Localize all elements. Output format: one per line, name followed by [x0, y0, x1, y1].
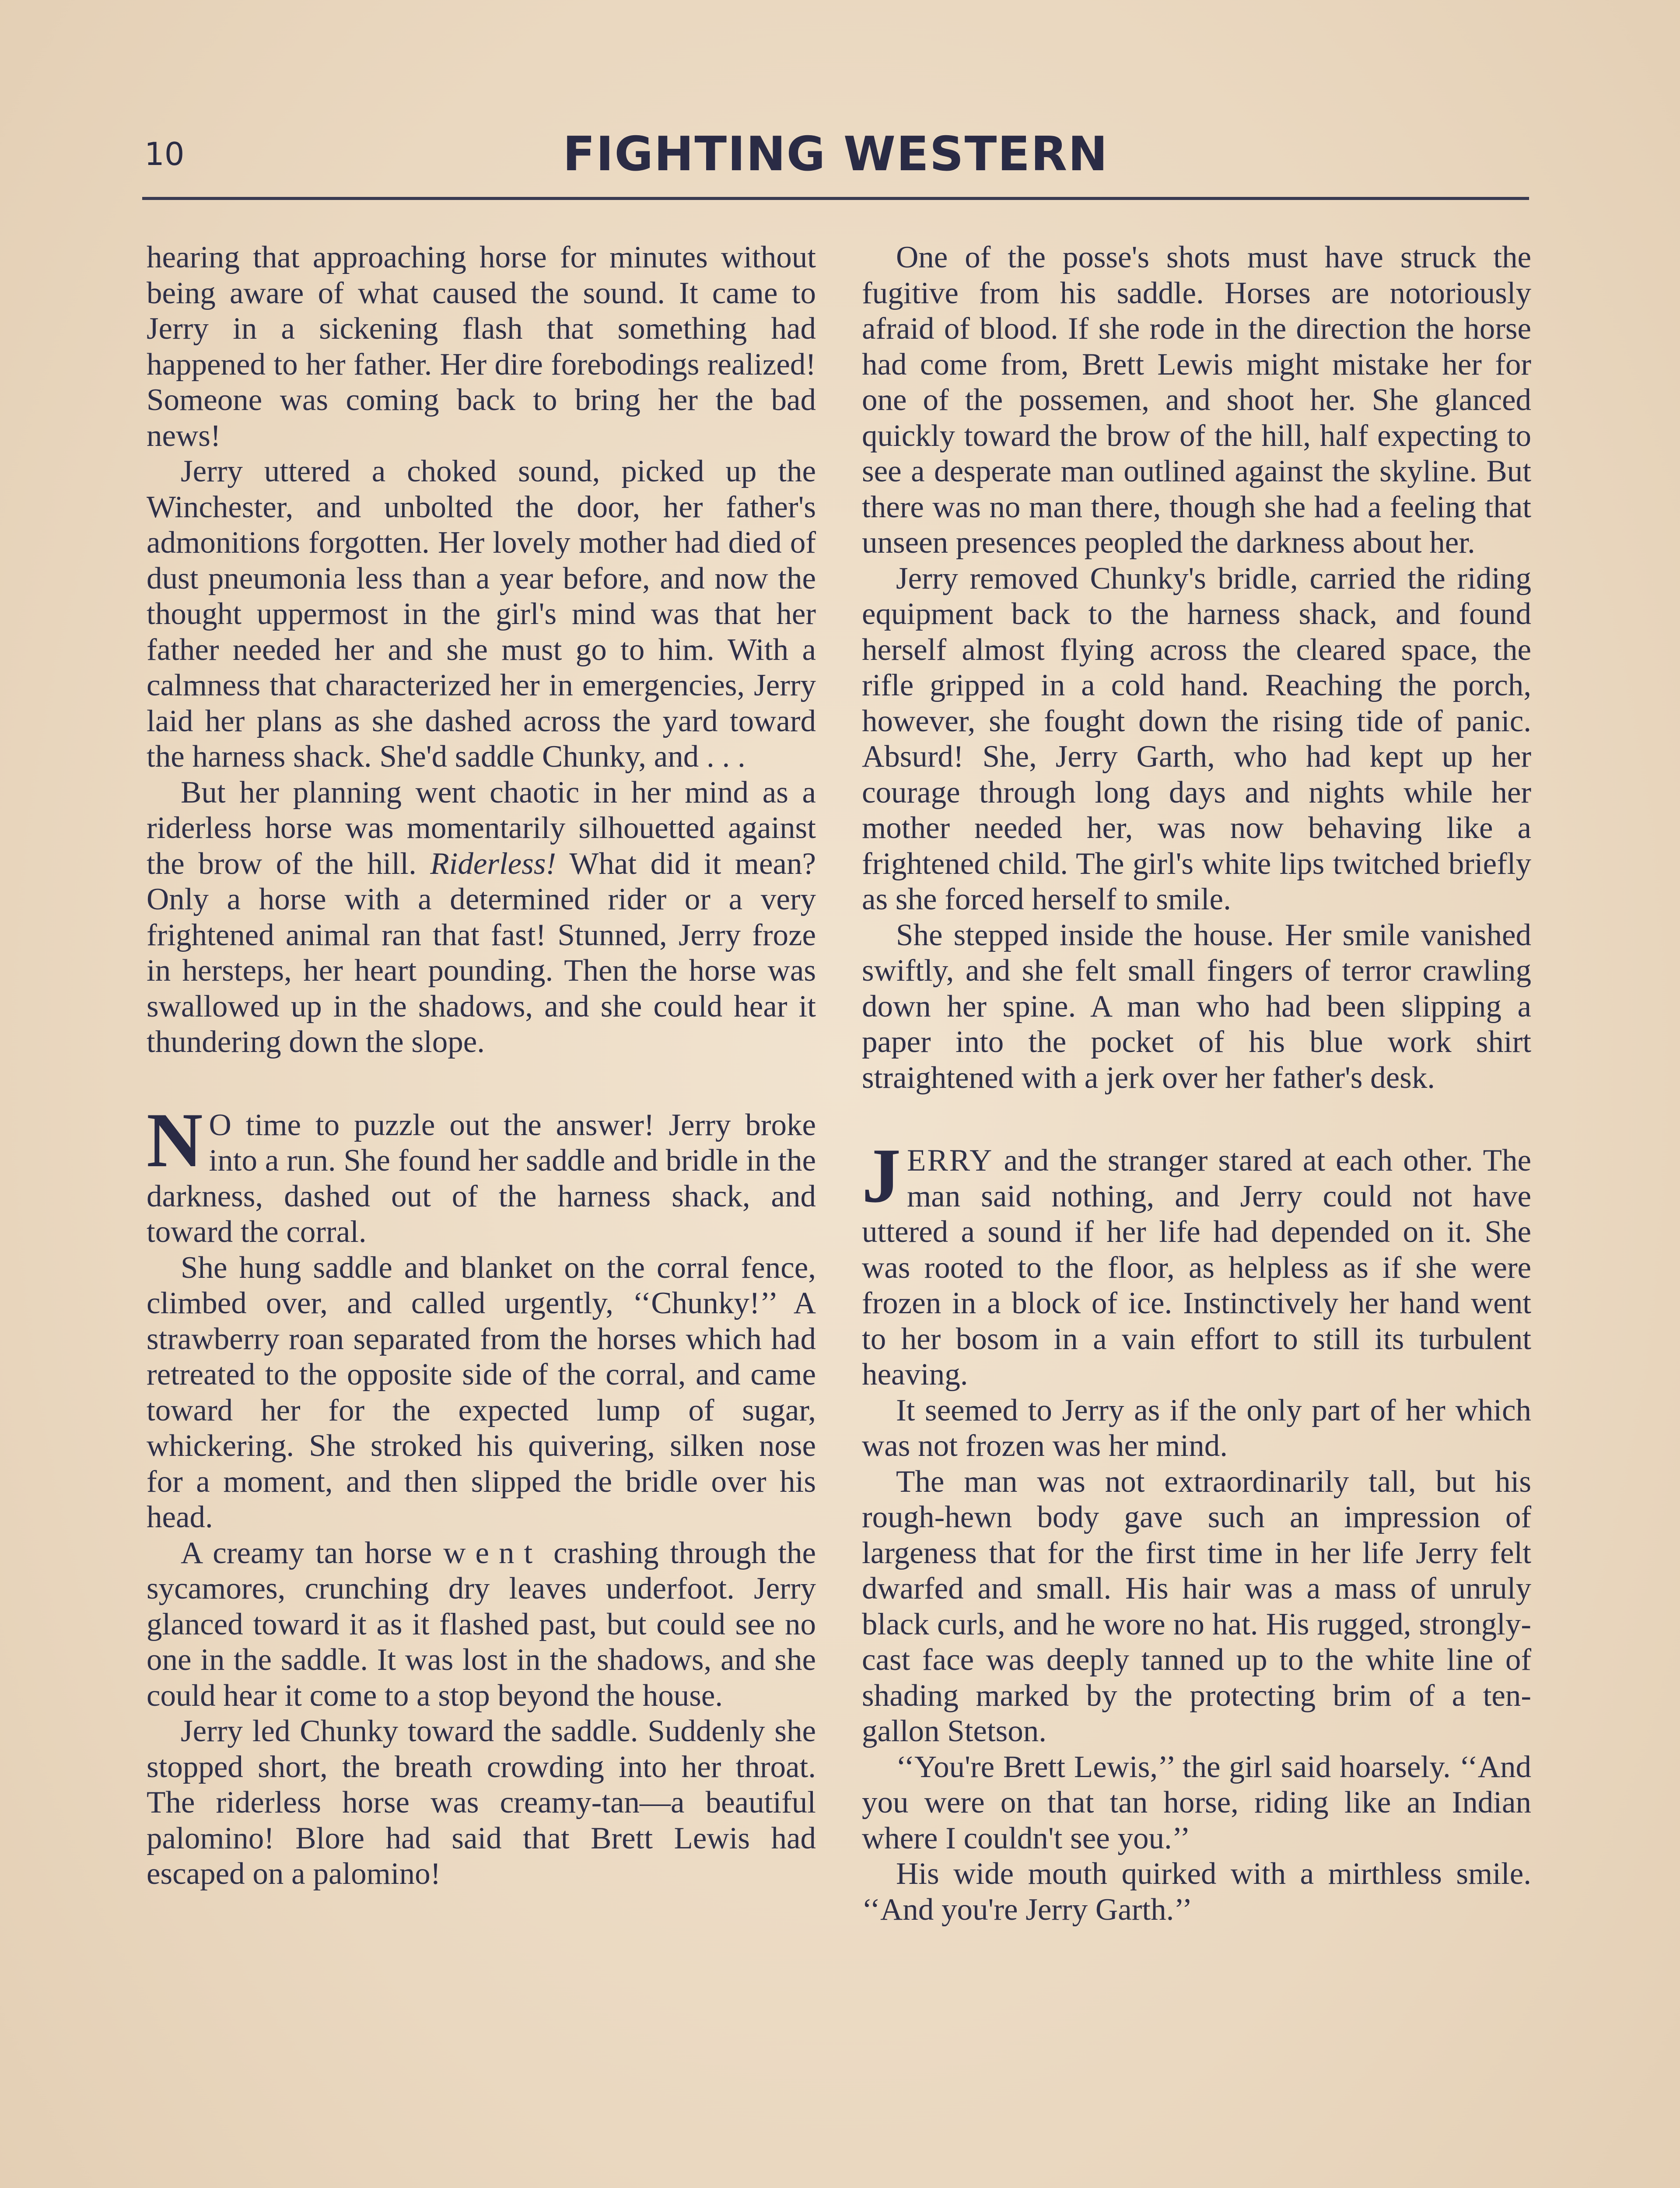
- paragraph: The man was not extraordinarily tall, but his rough-hewn body gave such an impression of largeness that for the first time in her life Jerry felt dwarfed and small. His hair was a mass of unruly black curls, and he wore no hat. His rugged, strongly-cast face was deeply tanned up to the white line of shading marked by the protecting brim of a ten-gallon Stetson.: [862, 1464, 1531, 1748]
- paragraph: She hung saddle and blanket on the corral fence, climbed over, and called urgently, ‘‘Chunky!’’ A strawberry roan separated from the horses which had retreated to the opposite side of the corral, and came toward her for the expected lump of sugar, whickering. She stroked his quivering, silken nose for a moment, and then slipped the bridle over his head.: [147, 1250, 816, 1534]
- paragraph: [147, 1536, 816, 1714]
- paragraph-text: and the stranger stared at each other. The man said nothing, and Jerry could not have uttered a sound if her life had depended on it. She was rooted to the floor, as helpless as if she were frozen in a block of ice. Instinctively her hand went to her bosom in a vain effort to still its turbulent heaving.: [862, 1143, 1531, 1392]
- header-rule: [142, 197, 1529, 200]
- page-header: [144, 127, 1527, 193]
- drop-cap: N: [147, 1096, 203, 1183]
- paragraph: hearing that approaching horse for minutes without being aware of what caused the sound. It came to Jerry in a sickening flash that something had happened to her father. Her dire forebodings realized! Someone was coming back to bring her the bad news!: [147, 240, 816, 453]
- right-column: [862, 240, 1531, 1928]
- paragraph-text: What did it mean? Only a horse with a determined rider or a very frightened animal ran that fast! Stunned, Jerry froze in hersteps, her heart pounding. Then the horse was swallowed up in the shadows, and she could hear it thundering down the slope.: [147, 846, 816, 1059]
- page-number: 10: [144, 136, 185, 172]
- paragraph-text: crashing through the sycamores, crunching dry leaves underfoot. Jerry glanced toward it as it flashed past, but could see no one in the saddle. It was lost in the shadows, and she could hear it come to a stop beyond the house.: [147, 1536, 816, 1713]
- paragraph: His wide mouth quirked with a mirthless smile. ‘‘And you're Jerry Garth.’’: [862, 1857, 1531, 1927]
- paragraph: Jerry removed Chunky's bridle, carried the riding equipment back to the harness shack, and found herself almost flying across the cleared space, the rifle gripped in a cold hand. Reaching the porch, however, she fought down the rising tide of panic. Absurd! She, Jerry Garth, who had kept up her courage through long days and nights while her mother needed her, was now behaving like a frightened child. The girl's white lips twitched briefly as she forced herself to smile.: [862, 561, 1531, 916]
- paragraph-text: O time to puzzle out the answer! Jerry broke into a run. She found her saddle and bridle in the darkness, dashed out of the harness shack, and toward the corral.: [147, 1108, 816, 1249]
- paragraph: Jerry uttered a choked sound, picked up the Winchester, and unbolted the door, her father's admonitions forgotten. Her lovely mother had died of dust pneumonia less than a year before, and now the thought uppermost in the girl's mind was that her father needed her and she must go to him. With a calmness that characterized her in emergencies, Jerry laid her plans as she dashed across the yard toward the harness shack. She'd saddle Chunky, and . . .: [147, 454, 816, 774]
- spaced-word: went: [443, 1536, 542, 1570]
- italic-emphasis: Riderless!: [430, 846, 556, 881]
- paragraph: Jerry led Chunky toward the saddle. Suddenly she stopped short, the breath crowding into her throat. The riderless horse was creamy-tan—a beautiful palomino! Blore had said that Brett Lewis had escaped on a palomino!: [147, 1714, 816, 1891]
- paragraph-text: But her planning went chaotic in her mind as a riderless horse was momentarily silhouetted against the brow of the hill.: [147, 775, 816, 881]
- paragraph: [147, 775, 816, 1060]
- paragraph: ‘‘You're Brett Lewis,’’ the girl said hoarsely. ‘‘And you were on that tan horse, riding like an Indian where I couldn't see you.’’: [862, 1750, 1531, 1855]
- paragraph: She stepped inside the house. Her smile vanished swiftly, and she felt small fingers of terror crawling down her spine. A man who had been slipping a paper into the pocket of his blue work shirt straightened with a jerk over her father's desk.: [862, 918, 1531, 1095]
- paragraph-text: A creamy tan horse: [181, 1536, 432, 1570]
- left-column: [147, 240, 816, 1892]
- small-caps-word: ERRY: [907, 1143, 994, 1178]
- section-opening-paragraph: [862, 1132, 1531, 1393]
- drop-cap: J: [862, 1132, 901, 1219]
- running-title: FIGHTING WESTERN: [563, 127, 1109, 182]
- paragraph: It seemed to Jerry as if the only part of her which was not frozen was her mind.: [862, 1393, 1531, 1463]
- paragraph: One of the posse's shots must have struck the fugitive from his saddle. Horses are notoriously afraid of blood. If she rode in the direction the horse had come from, Brett Lewis might mistake her for one of the possemen, and shoot her. She glanced quickly toward the brow of the hill, half expecting to see a desperate man outlined against the skyline. But there was no man there, though she had a feeling that unseen presences peopled the darkness about her.: [862, 240, 1531, 560]
- section-opening-paragraph: [147, 1096, 816, 1250]
